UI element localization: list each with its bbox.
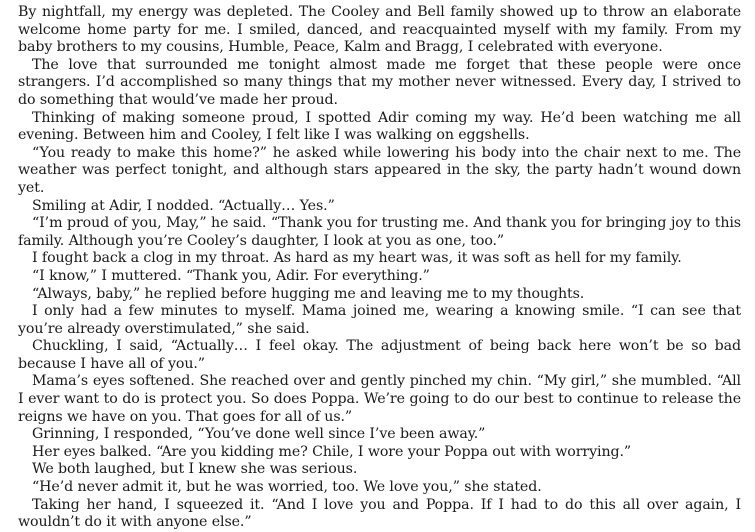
paragraph: Grinning, I responded, “You’ve done well since I’ve been away.” — [32, 426, 486, 443]
paragraph: Chuckling, I said, “Actually… I feel okay. The adjustment of being back here won’t be so bad because I have all of you.” — [18, 338, 741, 372]
paragraph: “He’d never admit it, but he was worried, too. We love you,” she stated. — [32, 479, 542, 496]
paragraph: Thinking of making someone proud, I spotted Adir coming my way. He’d been watching me all evening. Between him and Cooley, I felt like I was walking on eggshells. — [18, 109, 741, 144]
paragraph: We both laughed, but I knew she was serious. — [32, 461, 358, 478]
paragraph: “You ready to make this home?” he asked while lowering his body into the chair next to me. The weather was perfect tonight, and although stars appeared in the sky, the party hadn’t wound down yet. — [18, 144, 741, 196]
paragraph: I only had a few minutes to myself. Mama joined me, wearing a knowing smile. “I can see that you’re already overstimulated,” she said. — [18, 303, 741, 337]
paragraph: I fought back a clog in my throat. As hard as my heart was, it was soft as hell for my family. — [32, 250, 682, 267]
paragraph: “I know,” I muttered. “Thank you, Adir. For everything.” — [32, 267, 430, 284]
paragraph: The love that surrounded me tonight almost made me forget that these people were once strangers. I’d accomplished so many things that my mother never witnessed. Every day, I strived to do something that would’ve made her proud. — [18, 56, 741, 108]
paragraph: “I’m proud of you, May,” he said. “Thank you for trusting me. And thank you for bringing joy to this family. Although you’re Cooley’s daughter, I look at you as one, too.” — [18, 215, 741, 249]
paragraph: “Always, baby,” he replied before hugging me and leaving me to my thoughts. — [32, 285, 585, 302]
paragraph: Taking her hand, I squeezed it. “And I love you and Poppa. If I had to do this all over again, I wouldn’t do it with anyone else.” — [18, 496, 741, 531]
paragraph: Smiling at Adir, I nodded. “Actually… Yes.” — [32, 197, 335, 214]
paragraph: Her eyes balked. “Are you kidding me? Chile, I wore your Poppa out with worrying.” — [32, 443, 632, 460]
paragraph: By nightfall, my energy was depleted. The Cooley and Bell family showed up to throw an elaborate welcome home party for me. I smiled, danced, and reacquainted myself with my family. From my baby brothers to my cousins, Humble, Peace, Kalm and Bragg, I celebrated with everyone. — [18, 4, 741, 56]
paragraph: Mama’s eyes softened. She reached over and gently pinched my chin. “My girl,” she mumbled. “All I ever want to do is protect you. So does Poppa. We’re going to do our best to continue to release the reigns we have on you. That goes for all of us.” — [18, 373, 741, 425]
